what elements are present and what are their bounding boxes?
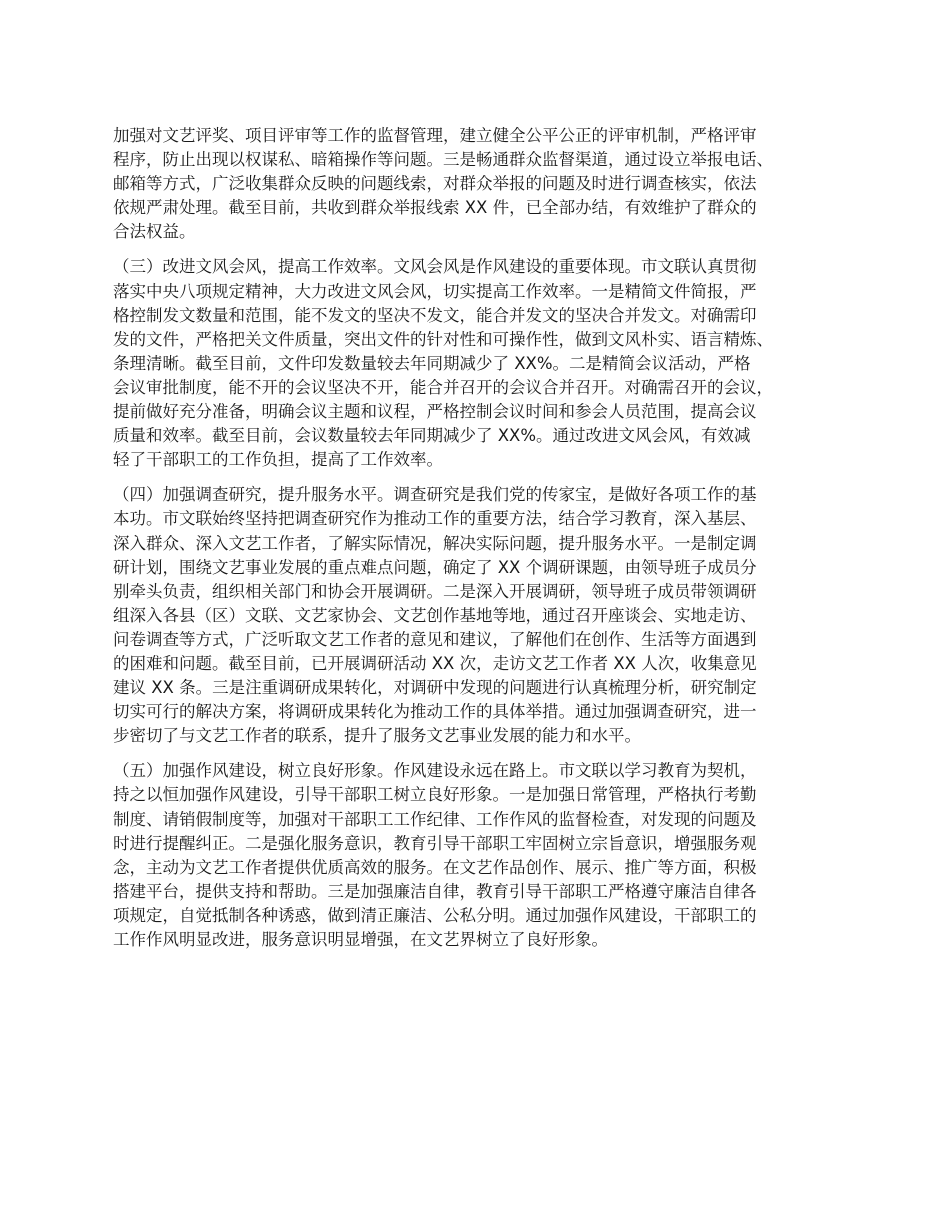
text-line: 加强对文艺评奖、项目评审等工作的监督管理，建立健全公平公正的评审机制，严格评审 [113,126,757,145]
text-line: 制度、请销假制度等，加强对干部职工工作纪律、工作作风的监督检查，对发现的问题及 [113,809,757,829]
text-line: 时进行提醒纠正。二是强化服务意识，教育引导干部职工牢固树立宗旨意识，增强服务观 [113,833,757,853]
text-line: 格控制发文数量和范围，能不发文的坚决不发文，能合并发文的坚决合并发文。对确需印 [113,305,757,325]
text-line: 发的文件，严格把关文件质量，突出文件的针对性和可操作性，做到文风朴实、语言精炼、 [113,329,773,349]
text-line: 落实中央八项规定精神，大力改进文风会风，切实提高工作效率。一是精简文件简报，严 [113,281,757,301]
text-line: （三）改进文风会风，提高工作效率。文风会风是作风建设的重要体现。市文联认真贯彻 [113,257,757,277]
text-line: 切实可行的解决方案，将调研成果转化为推动工作的具体举措。通过加强调查研究，进一 [113,702,757,722]
text-line: 建议 XX 条。三是注重调研成果转化，对调研中发现的问题进行认真梳理分析，研究制定 [113,678,757,698]
text-line: 的困难和问题。截至目前，已开展调研活动 XX 次，走访文艺工作者 XX 人次，收集意见 [113,653,757,673]
text-line: 依规严肃处理。截至目前，共收到群众举报线索 XX 件，已全部办结，有效维护了群众的 [113,198,757,218]
document-body [113,124,843,963]
text-line: 邮箱等方式，广泛收集群众反映的问题线索，对群众举报的问题及时进行调查核实，依法 [113,174,757,194]
text-line: 项规定，自觉抵制各种诱惑，做到清正廉洁、公私分明。通过加强作风建设，干部职工的 [113,905,757,925]
text-line: （五）加强作风建设，树立良好形象。作风建设永远在路上。市文联以学习教育为契机， [113,761,757,781]
text-line: 研计划，围绕文艺事业发展的重点难点问题，确定了 XX 个调研课题，由领导班子成员分 [113,557,757,577]
text-line: 别牵头负责，组织相关部门和协会开展调研。二是深入开展调研，领导班子成员带领调研 [113,581,757,601]
paragraph-section-3 [113,255,843,472]
text-line: 深入群众、深入文艺工作者，了解实际情况，解决实际问题，提升服务水平。一是制定调 [113,533,757,553]
text-line: 条理清晰。截至目前，文件印发数量较去年同期减少了 XX%。二是精简会议活动，严格 [113,353,751,373]
text-line: 念，主动为文艺工作者提供优质高效的服务。在文艺作品创作、展示、推广等方面，积极 [113,857,757,877]
text-line: 组深入各县（区）文联、文艺家协会、文艺创作基地等地，通过召开座谈会、实地走访、 [113,605,757,625]
text-line: 会议审批制度，能不开的会议坚决不开，能合并召开的会议合并召开。对确需召开的会议， [113,377,773,397]
text-line: 持之以恒加强作风建设，引导干部职工树立良好形象。一是加强日常管理，严格执行考勤 [113,785,757,805]
text-line: 轻了干部职工的工作负担，提高了工作效率。 [113,450,443,470]
text-line: 质量和效率。截至目前，会议数量较去年同期减少了 XX%。通过改进文风会风，有效减 [113,426,751,446]
text-line: 合法权益。 [113,222,196,242]
text-line: 本功。市文联始终坚持把调查研究作为推动工作的重要方法，结合学习教育，深入基层、 [113,509,757,529]
paragraph-section-4 [113,483,843,748]
text-line: 程序，防止出现以权谋私、暗箱操作等问题。三是畅通群众监督渠道，通过设立举报电话、 [113,150,773,170]
text-line: 工作作风明显改进，服务意识明显增强，在文艺界树立了良好形象。 [113,930,608,949]
text-line: 提前做好充分准备，明确会议主题和议程，严格控制会议时间和参会人员范围，提高会议 [113,402,757,422]
text-line: （四）加强调查研究，提升服务水平。调查研究是我们党的传家宝，是做好各项工作的基 [113,485,757,505]
paragraph-section-5 [113,759,843,952]
text-line: 步密切了与文艺工作者的联系，提升了服务文艺事业发展的能力和水平。 [113,726,641,746]
paragraph-supervision-continued [113,124,843,244]
text-line: 问卷调查等方式，广泛听取文艺工作者的意见和建议，了解他们在创作、生活等方面遇到 [113,629,757,649]
text-line: 搭建平台，提供支持和帮助。三是加强廉洁自律，教育引导干部职工严格遵守廉洁自律各 [113,881,757,901]
